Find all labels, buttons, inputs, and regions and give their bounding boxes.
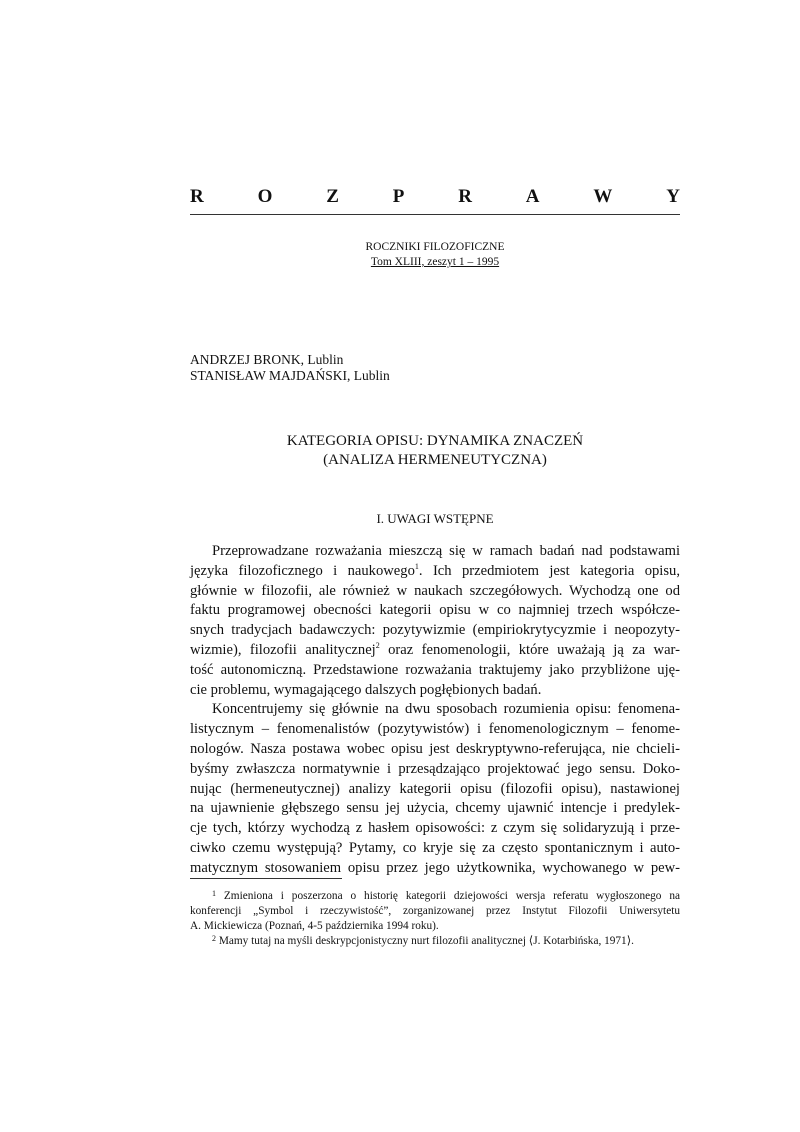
- section-heading-letter: Z: [326, 186, 339, 207]
- body-line: matycznym stosowaniem opisu przez jego użytkownika, wychowanego w pew-: [190, 859, 680, 876]
- footnote-rule: [190, 878, 342, 879]
- body-line: tość autonomiczną. Przedstawione rozważania traktujemy jako przybliżone uję-: [190, 661, 680, 678]
- journal-issue: Tom XLIII, zeszyt 1 – 1995: [370, 256, 500, 268]
- body-line-part: . Ich przedmiotem jest kategoria opisu,: [418, 562, 680, 579]
- journal-info: [300, 240, 570, 270]
- body-text: [190, 542, 680, 879]
- title-line-2: (ANALIZA HERMENEUTYCZNA): [323, 452, 547, 468]
- body-line: nologów. Nasza postawa wobec opisu jest deskryptywno-referująca, nie chcieli-: [190, 740, 680, 757]
- article-title: [190, 432, 680, 470]
- footnote-mark: 2: [212, 934, 216, 943]
- section-heading-letter: R: [458, 186, 472, 207]
- author-1: ANDRZEJ BRONK, Lublin: [190, 352, 344, 367]
- footnote-text: Mamy tutaj na myśli deskrypcjonistyczny nurt filozofii analitycznej ⟨J. Kotarbińska, 1971⟩.: [218, 935, 634, 947]
- body-line: Przeprowadzane rozważania mieszczą się w ramach badań nad podstawami: [212, 543, 680, 559]
- body-line: Koncentrujemy się głównie na dwu sposobach rozumienia opisu: fenomena-: [212, 701, 680, 718]
- title-line-1: KATEGORIA OPISU: DYNAMIKA ZNACZEŃ: [286, 433, 584, 449]
- body-line-part: oraz fenomenologii, które uważają ją za war-: [379, 641, 680, 658]
- footnote-1-line: [190, 889, 680, 904]
- footnote-text: Zmieniona i poszerzona o historię kategorii dziejowości wersja referatu wygłoszonego na: [223, 890, 680, 902]
- body-line: [190, 641, 680, 661]
- footnote-ref[interactable]: 2: [375, 640, 380, 650]
- body-line-part: wizmie), filozofii analitycznej: [190, 641, 376, 658]
- body-line-part: języka filozoficznego i naukowego: [190, 562, 415, 579]
- body-line: faktu programowej obecności kategorii opisu w co najmniej trzech współcze-: [190, 602, 680, 619]
- section-subheading: I. UWAGI WSTĘPNE: [376, 511, 494, 526]
- section-heading: [190, 186, 680, 208]
- body-line: ciwko czemu występują? Pytamy, co kryje się za często spontanicznym i auto-: [190, 839, 680, 856]
- footnote-2-line: [190, 934, 680, 949]
- section-heading-letter: P: [392, 186, 405, 207]
- section-heading-letter: W: [593, 186, 613, 207]
- body-line: na ujawnienie głębszego sensu jej użycia, chcemy ujawnić intencje i predylek-: [190, 800, 680, 817]
- section-rule: [190, 214, 680, 215]
- footnote-1-line: konferencji „Symbol i rzeczywistość”, zorganizowanej przez Instytut Filozofii Uniwersytetu: [190, 905, 680, 917]
- body-line: byśmy zwłaszcza normatywnie i przesądzająco projektować jego sensu. Doko-: [190, 760, 680, 777]
- authors: [190, 352, 390, 384]
- footnote-mark: 1: [212, 889, 216, 898]
- body-line: [190, 562, 680, 582]
- body-line: nując (hermeneutycznej) analizy kategorii opisu (filozofii opisu), nastawionej: [190, 780, 680, 797]
- section-heading-letter: A: [525, 186, 540, 207]
- footnotes: [190, 889, 680, 949]
- body-line: snych tradycjach badawczych: pozytywizmie (empiriokrytycyzmie i neopozyty-: [190, 622, 680, 639]
- body-line: głównie w filozofii, ale również w naukach szczegółowych. Wychodzą one od: [190, 582, 680, 599]
- journal-name: ROCZNIKI FILOZOFICZNE: [365, 241, 505, 253]
- footnote-ref[interactable]: 1: [414, 561, 419, 571]
- section-heading-letter: Y: [666, 186, 680, 207]
- section-heading-letter: R: [190, 186, 204, 207]
- section-heading-letter: O: [257, 186, 273, 207]
- author-2: STANISŁAW MAJDAŃSKI, Lublin: [190, 368, 390, 383]
- body-line: cie problemu, wymagającego dalszych pogłębionych badań.: [190, 681, 542, 698]
- body-line: cje tych, którzy wychodzą z hasłem opisowości: z czym się solidaryzują i prze-: [190, 820, 680, 837]
- footnote-1-line: A. Mickiewicza (Poznań, 4-5 października 1994 roku).: [190, 920, 439, 932]
- body-line: listycznym – fenomenalistów (pozytywistów) i fenomenologicznym – fenome-: [190, 721, 680, 738]
